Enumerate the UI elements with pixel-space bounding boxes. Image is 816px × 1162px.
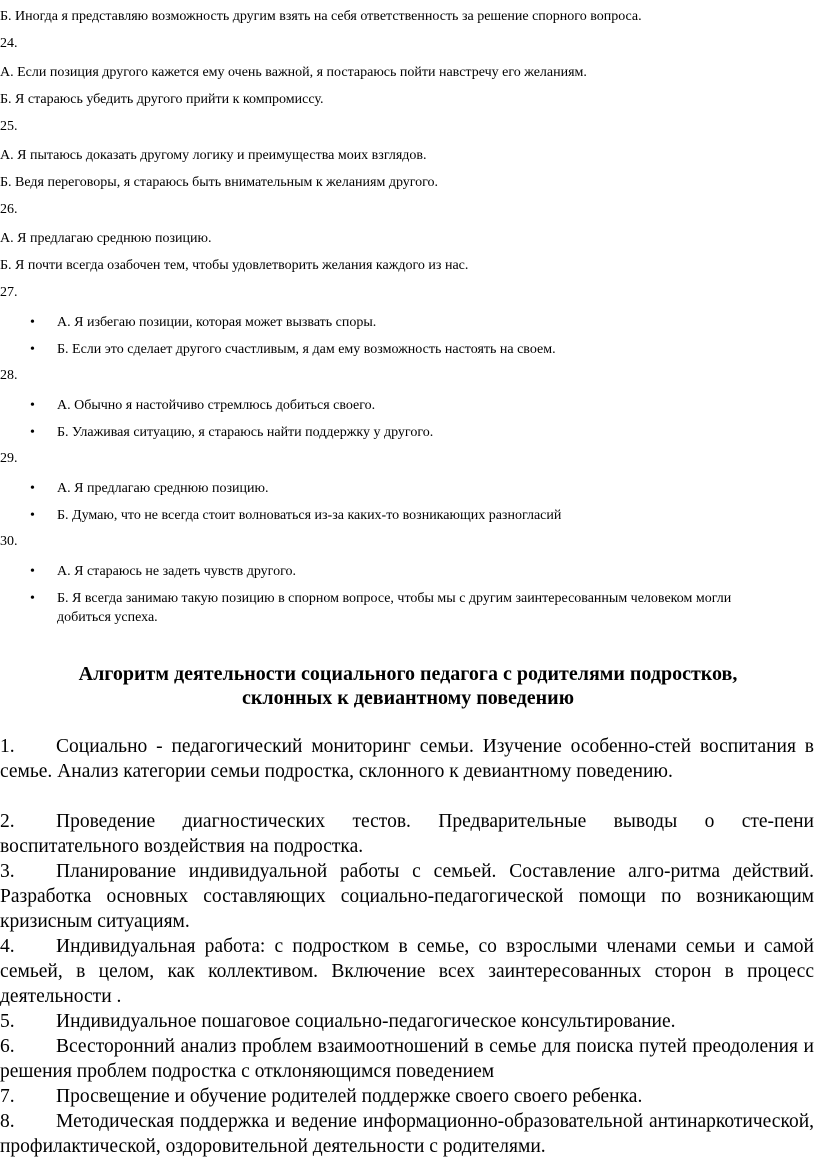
bullet-icon: • <box>30 591 35 606</box>
bullet-icon: • <box>30 564 35 579</box>
answer-30b-line1: Б. Я всегда занимаю такую позицию в спорном вопросе, чтобы мы с другим заинтересованным человеком могли <box>57 591 732 606</box>
question-number-29: 29. <box>0 451 18 466</box>
answer-28a: А. Обычно я настойчиво стремлюсь добиться своего. <box>57 398 376 413</box>
question-number-27: 27. <box>0 285 18 300</box>
question-number-28: 28. <box>0 368 18 383</box>
item-number: 8. <box>0 1111 15 1132</box>
item-text: Индивидуальная работа: с подростком в семье, со взрослыми членами семьи и самой семьей, в целом, как коллективом. Включение всех заинтересованных сторон в процесс деятельности . <box>0 936 814 1007</box>
answer-25b: Б. Ведя переговоры, я стараюсь быть внимательным к желаниям другого. <box>0 175 439 190</box>
answer-23b: Б. Иногда я представляю возможность другим взять на себя ответственность за решение спорного вопроса. <box>0 9 642 24</box>
bullet-icon: • <box>30 481 35 496</box>
section-title-line2: склонных к девиантному поведению <box>241 687 574 709</box>
answer-25a: А. Я пытаюсь доказать другому логику и преимущества моих взглядов. <box>0 148 427 163</box>
list-item <box>0 809 814 859</box>
list-item <box>0 1084 814 1109</box>
item-text: Социально - педагогический мониторинг семьи. Изучение особенно-стей воспитания в семье. Анализ категории семьи подростка, склонного к девиантному поведению. <box>0 736 814 782</box>
item-text: Планирование индивидуальной работы с семьей. Составление алго-ритма действий. Разработка основных составляющих социально-педагогической помощи по возникающим кризисным ситуациям. <box>0 861 814 932</box>
section-title-line1: Алгоритм деятельности социального педагога с родителями подростков, <box>78 663 738 685</box>
answer-27a: А. Я избегаю позиции, которая может вызвать споры. <box>57 315 377 330</box>
item-text: Индивидуальное пошаговое социально-педагогическое консультирование. <box>56 1011 676 1032</box>
item-number: 3. <box>0 861 15 882</box>
item-text: Методическая поддержка и ведение информационно-образовательной антинаркотической, профилактической, оздоровительной деятельности с родителями. <box>0 1111 814 1157</box>
item-text: Проведение диагностических тестов. Предварительные выводы о сте-пени воспитательного воздействия на подростка. <box>0 811 814 857</box>
bullet-icon: • <box>30 508 35 523</box>
item-number: 2. <box>0 811 15 832</box>
answer-24a: А. Если позиция другого кажется ему очень важной, я постараюсь пойти навстречу его желаниям. <box>0 65 587 80</box>
question-number-30: 30. <box>0 534 18 549</box>
item-number: 7. <box>0 1086 15 1107</box>
bullet-icon: • <box>30 398 35 413</box>
list-item <box>0 1034 814 1084</box>
question-number-24: 24. <box>0 36 18 51</box>
bullet-icon: • <box>30 315 35 330</box>
question-number-25: 25. <box>0 119 18 134</box>
answer-30a: А. Я стараюсь не задеть чувств другого. <box>57 564 296 579</box>
question-number-26: 26. <box>0 202 18 217</box>
bullet-icon: • <box>30 342 35 357</box>
item-text: Просвещение и обучение родителей поддержке своего своего ребенка. <box>56 1086 643 1107</box>
item-number: 4. <box>0 936 15 957</box>
answer-30b-line2: добиться успеха. <box>57 610 158 625</box>
answer-27b: Б. Если это сделает другого счастливым, я дам ему возможность настоять на своем. <box>57 342 556 357</box>
answer-26b: Б. Я почти всегда озабочен тем, чтобы удовлетворить желания каждого из нас. <box>0 258 469 273</box>
answer-28b: Б. Улаживая ситуацию, я стараюсь найти поддержку у другого. <box>57 425 434 440</box>
list-item <box>0 934 814 1009</box>
answer-29a: А. Я предлагаю среднюю позицию. <box>57 481 269 496</box>
list-item <box>0 734 814 784</box>
list-item <box>0 1109 814 1159</box>
answer-26a: А. Я предлагаю среднюю позицию. <box>0 231 212 246</box>
list-item <box>0 1009 814 1034</box>
answer-24b: Б. Я стараюсь убедить другого прийти к компромиссу. <box>0 92 324 107</box>
item-text: Всесторонний анализ проблем взаимоотношений в семье для поиска путей преодоления и решения проблем подростка с отклоняющимся поведением <box>0 1036 814 1082</box>
answer-29b: Б. Думаю, что не всегда стоит волноваться из-за каких-то возникающих разногласий <box>57 508 562 523</box>
section-title <box>0 662 816 710</box>
item-number: 5. <box>0 1011 15 1032</box>
item-number: 6. <box>0 1036 15 1057</box>
bullet-icon: • <box>30 425 35 440</box>
item-number: 1. <box>0 736 15 757</box>
list-item <box>0 859 814 934</box>
